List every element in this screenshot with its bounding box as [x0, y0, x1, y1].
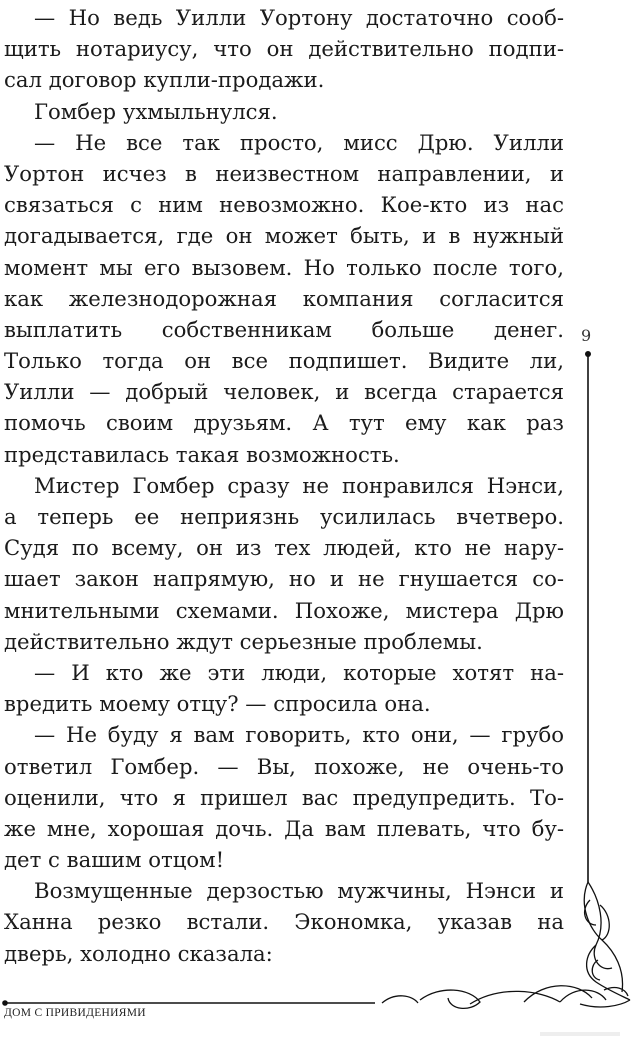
text-line: — Не все так просто, мисс Дрю. Уилли	[34, 129, 564, 155]
text-line: вредить моему отцу? — спросила она.	[4, 691, 431, 717]
text-line: Возмущенные дерзостью мужчины, Нэнси и	[34, 878, 564, 904]
text-line: как железнодорожная компания согласится	[4, 285, 564, 311]
text-line: догадывается, где он может быть, и в нужный	[4, 223, 564, 249]
scan-mark	[540, 1032, 620, 1036]
text-line: связаться с ним невозможно. Кое-кто из нас	[4, 192, 564, 218]
text-line: а теперь ее неприязнь усилилась вчетверо.	[4, 504, 564, 529]
text-line: щить нотариусу, что он действительно подпи-	[4, 36, 564, 62]
text-line: оценили, что я пришел вас предупредить. То-	[4, 784, 564, 810]
text-line: сал договор купли-продажи.	[4, 67, 325, 93]
text-line: Гомбер ухмыльнулся.	[34, 98, 278, 124]
text-line: Мистер Гомбер сразу не понравился Нэнси,	[34, 472, 564, 498]
text-line: момент мы его вызовем. Но только после того,	[4, 254, 564, 280]
text-line: шает закон напрямую, но и не гнушается со-	[4, 566, 564, 592]
text-line: Судя по всему, он из тех людей, кто не нару-	[4, 535, 564, 561]
text-line: Уортон исчез в неизвестном направлении, и	[4, 160, 564, 186]
text-line: — Не буду я вам говорить, кто они, — грубо	[34, 722, 564, 748]
text-line: же мне, хорошая дочь. Да вам плевать, что бу-	[4, 815, 564, 841]
running-footer: ДОМ С ПРИВИДЕНИЯМИ	[4, 1007, 146, 1019]
text-line: помочь своим друзьям. А тут ему как раз	[4, 410, 564, 436]
page-number: 9	[581, 326, 592, 345]
swirl-flourish	[382, 882, 630, 1008]
text-line: Ханна резко встали. Экономка, указав на	[4, 909, 564, 935]
text-line: — И кто же эти люди, которые хотят на-	[34, 659, 564, 685]
text-line: выплатить собственникам больше денег.	[4, 316, 564, 342]
text-line: действительно ждут серьезные проблемы.	[4, 628, 483, 654]
text-line: Уилли — добрый человек, и всегда старается	[4, 379, 564, 405]
text-line: ответил Гомбер. — Вы, похоже, не очень-то	[4, 753, 564, 779]
text-line: дет с вашим отцом!	[4, 847, 225, 873]
text-line: Только тогда он все подпишет. Видите ли,	[4, 348, 564, 374]
text-line: представилась такая возможность.	[4, 441, 400, 467]
text-line: дверь, холодно сказала:	[4, 940, 273, 966]
text-line: — Но ведь Уилли Уортону достаточно сооб-	[34, 5, 564, 30]
text-line: мнительными схемами. Похоже, мистера Дрю	[4, 597, 564, 623]
